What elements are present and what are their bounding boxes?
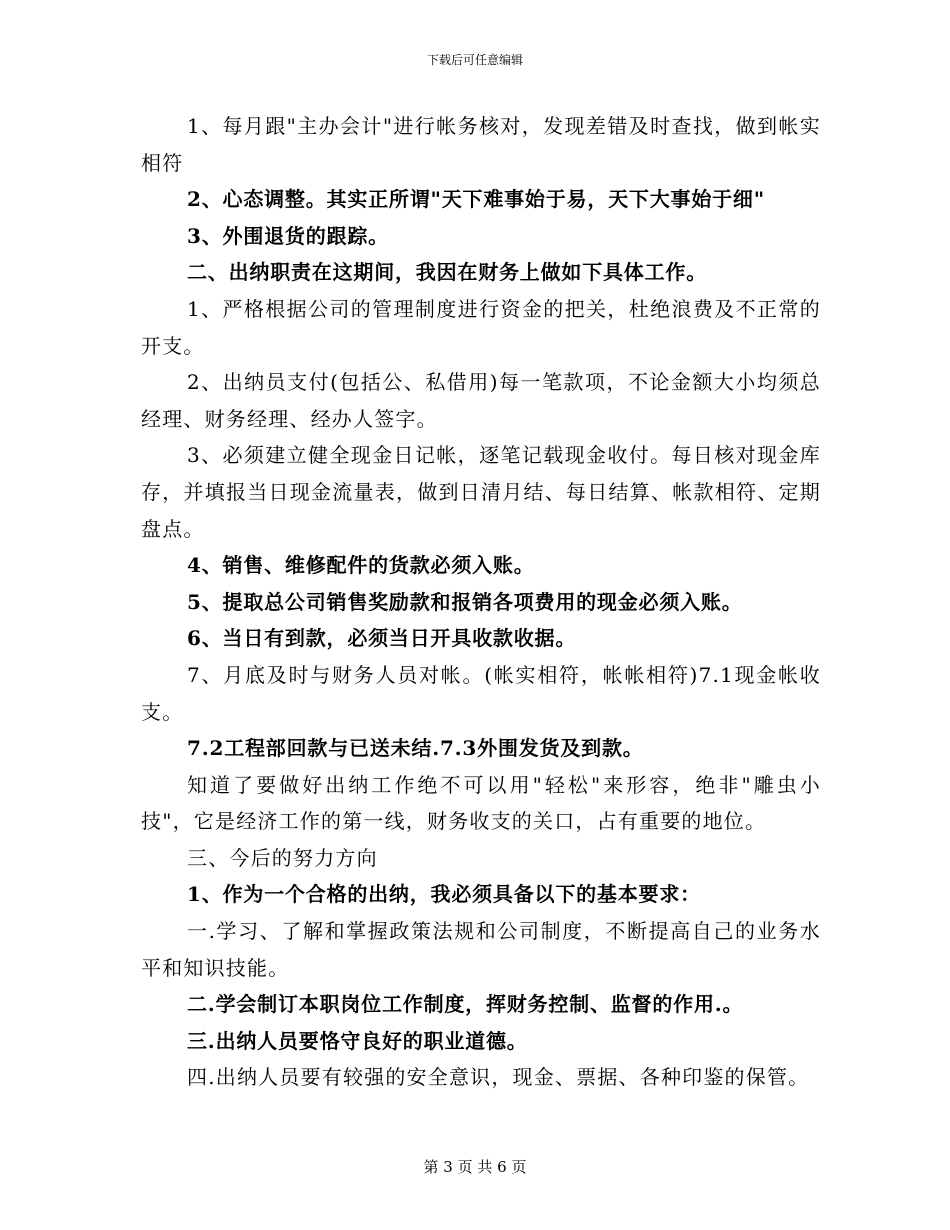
paragraph-17: 二.学会制订本职岗位工作制度，挥财务控制、监督的作用.。	[187, 992, 744, 1017]
paragraph-1: 1、每月跟"主办会计"进行帐务核对，发现差错及时查找，做到帐实相符	[141, 114, 821, 175]
paragraph-6: 2、出纳员支付(包括公、私借用)每一笔款项，不论金额大小均须总经理、财务经理、经办人签字。	[141, 370, 821, 431]
paragraph-15: 1、作为一个合格的出纳，我必须具备以下的基本要求：	[187, 882, 701, 907]
section-heading-2: 二、出纳职责在这期间，我因在财务上做如下具体工作。	[187, 260, 707, 285]
paragraph-8: 4、销售、维修配件的货款必须入账。	[187, 553, 535, 578]
page-footer: 第 3 页 共 6 页	[423, 1158, 527, 1176]
paragraph-10: 6、当日有到款，必须当日开具收款收据。	[187, 626, 577, 651]
paragraph-7: 3、必须建立健全现金日记帐，逐笔记载现金收付。每日核对现金库存，并填报当日现金流量表，做到日清月结、每日结算、帐款相符、定期盘点。	[141, 443, 821, 541]
document-body	[141, 108, 821, 1096]
paragraph-9: 5、提取总公司销售奖励款和报销各项费用的现金必须入账。	[187, 589, 743, 614]
section-heading-3: 三、今后的努力方向	[187, 845, 378, 870]
paragraph-19: 四.出纳人员要有较强的安全意识，现金、票据、各种印鉴的保管。	[187, 1065, 810, 1090]
paragraph-3: 3、外围退货的跟踪。	[187, 223, 389, 248]
paragraph-12: 7.2工程部回款与已送未结.7.3外围发货及到款。	[187, 736, 644, 761]
paragraph-18: 三.出纳人员要恪守良好的职业道德。	[187, 1028, 528, 1053]
paragraph-16: 一.学习、了解和掌握政策法规和公司制度，不断提高自己的业务水平和知识技能。	[141, 919, 821, 980]
page-header: 下载后可任意编辑	[426, 53, 523, 67]
paragraph-11: 7、月底及时与财务人员对帐。(帐实相符，帐帐相符)7.1现金帐收支。	[141, 662, 821, 724]
paragraph-2: 2、心态调整。其实正所谓"天下难事始于易，天下大事始于细"	[187, 187, 765, 212]
paragraph-5: 1、严格根据公司的管理制度进行资金的把关，杜绝浪费及不正常的开支。	[141, 296, 821, 358]
paragraph-13: 知道了要做好出纳工作绝不可以用"轻松"来形容，绝非"雕虫小技"，它是经济工作的第一线，财务收支的关口，占有重要的地位。	[141, 772, 821, 834]
